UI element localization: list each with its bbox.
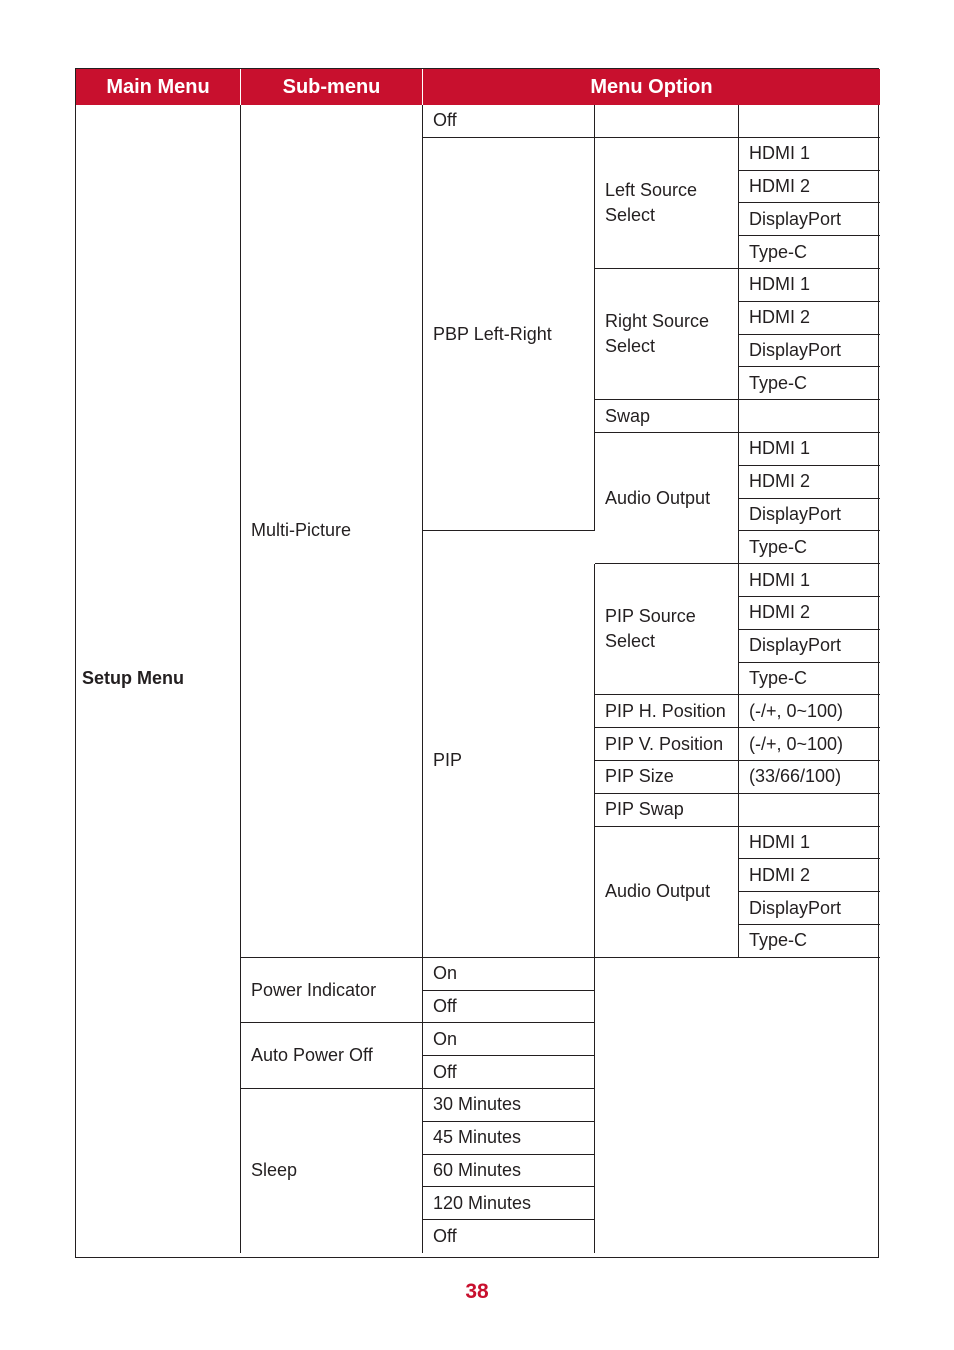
- header-menu-option: Menu Option: [423, 69, 880, 105]
- setting-right-source-select: Right Source Select: [595, 269, 739, 400]
- submenu-multi-picture: Multi-Picture: [241, 105, 423, 958]
- option-off: Off: [423, 1056, 595, 1089]
- setting-pip-size: PIP Size: [595, 761, 739, 794]
- option-off: Off: [423, 105, 595, 138]
- value-hdmi-2: HDMI 2: [739, 302, 880, 335]
- value-position-range: (-/+, 0~100): [739, 695, 880, 728]
- header-sub-menu: Sub-menu: [241, 69, 423, 105]
- empty-cell: [739, 400, 880, 433]
- value-hdmi-2: HDMI 2: [739, 859, 880, 892]
- setting-pip-h-position: PIP H. Position: [595, 695, 739, 728]
- page-number: 38: [465, 1280, 489, 1303]
- value-displayport: DisplayPort: [739, 335, 880, 368]
- option-pbp-left-right: PBP Left-Right: [423, 138, 595, 532]
- value-type-c: Type-C: [739, 925, 880, 958]
- value-hdmi-2: HDMI 2: [739, 466, 880, 499]
- value-type-c: Type-C: [739, 663, 880, 696]
- value-hdmi-1: HDMI 1: [739, 564, 880, 597]
- submenu-sleep: Sleep: [241, 1089, 423, 1253]
- value-type-c: Type-C: [739, 367, 880, 400]
- setting-audio-output: Audio Output: [595, 827, 739, 958]
- option-30-minutes: 30 Minutes: [423, 1089, 595, 1122]
- value-hdmi-1: HDMI 1: [739, 138, 880, 171]
- option-off: Off: [423, 1220, 595, 1253]
- value-size-range: (33/66/100): [739, 761, 880, 794]
- value-hdmi-1: HDMI 1: [739, 269, 880, 302]
- value-hdmi-1: HDMI 1: [739, 827, 880, 860]
- empty-cell: [739, 794, 880, 827]
- option-60-minutes: 60 Minutes: [423, 1155, 595, 1188]
- main-menu-setup: Setup Menu: [76, 105, 241, 1253]
- setting-swap: Swap: [595, 400, 739, 433]
- empty-cell: [595, 105, 739, 138]
- value-hdmi-1: HDMI 1: [739, 433, 880, 466]
- setting-pip-source-select: PIP Source Select: [595, 564, 739, 695]
- header-main-menu: Main Menu: [76, 69, 241, 105]
- value-displayport: DisplayPort: [739, 892, 880, 925]
- submenu-power-indicator: Power Indicator: [241, 958, 423, 1024]
- value-position-range: (-/+, 0~100): [739, 728, 880, 761]
- menu-table: [75, 68, 879, 1258]
- value-hdmi-2: HDMI 2: [739, 597, 880, 630]
- setting-left-source-select: Left Source Select: [595, 138, 739, 269]
- option-on: On: [423, 1023, 595, 1056]
- option-120-minutes: 120 Minutes: [423, 1187, 595, 1220]
- submenu-auto-power-off: Auto Power Off: [241, 1023, 423, 1089]
- value-displayport: DisplayPort: [739, 630, 880, 663]
- empty-cell: [739, 105, 880, 138]
- value-hdmi-2: HDMI 2: [739, 171, 880, 204]
- setting-pip-v-position: PIP V. Position: [595, 728, 739, 761]
- value-type-c: Type-C: [739, 236, 880, 269]
- option-45-minutes: 45 Minutes: [423, 1122, 595, 1155]
- option-pip: PIP: [423, 564, 595, 958]
- value-displayport: DisplayPort: [739, 499, 880, 532]
- option-off: Off: [423, 991, 595, 1024]
- value-displayport: DisplayPort: [739, 203, 880, 236]
- setting-pip-swap: PIP Swap: [595, 794, 739, 827]
- blank-region: [595, 958, 880, 1253]
- value-type-c: Type-C: [739, 531, 880, 564]
- option-on: On: [423, 958, 595, 991]
- setting-audio-output: Audio Output: [595, 433, 739, 564]
